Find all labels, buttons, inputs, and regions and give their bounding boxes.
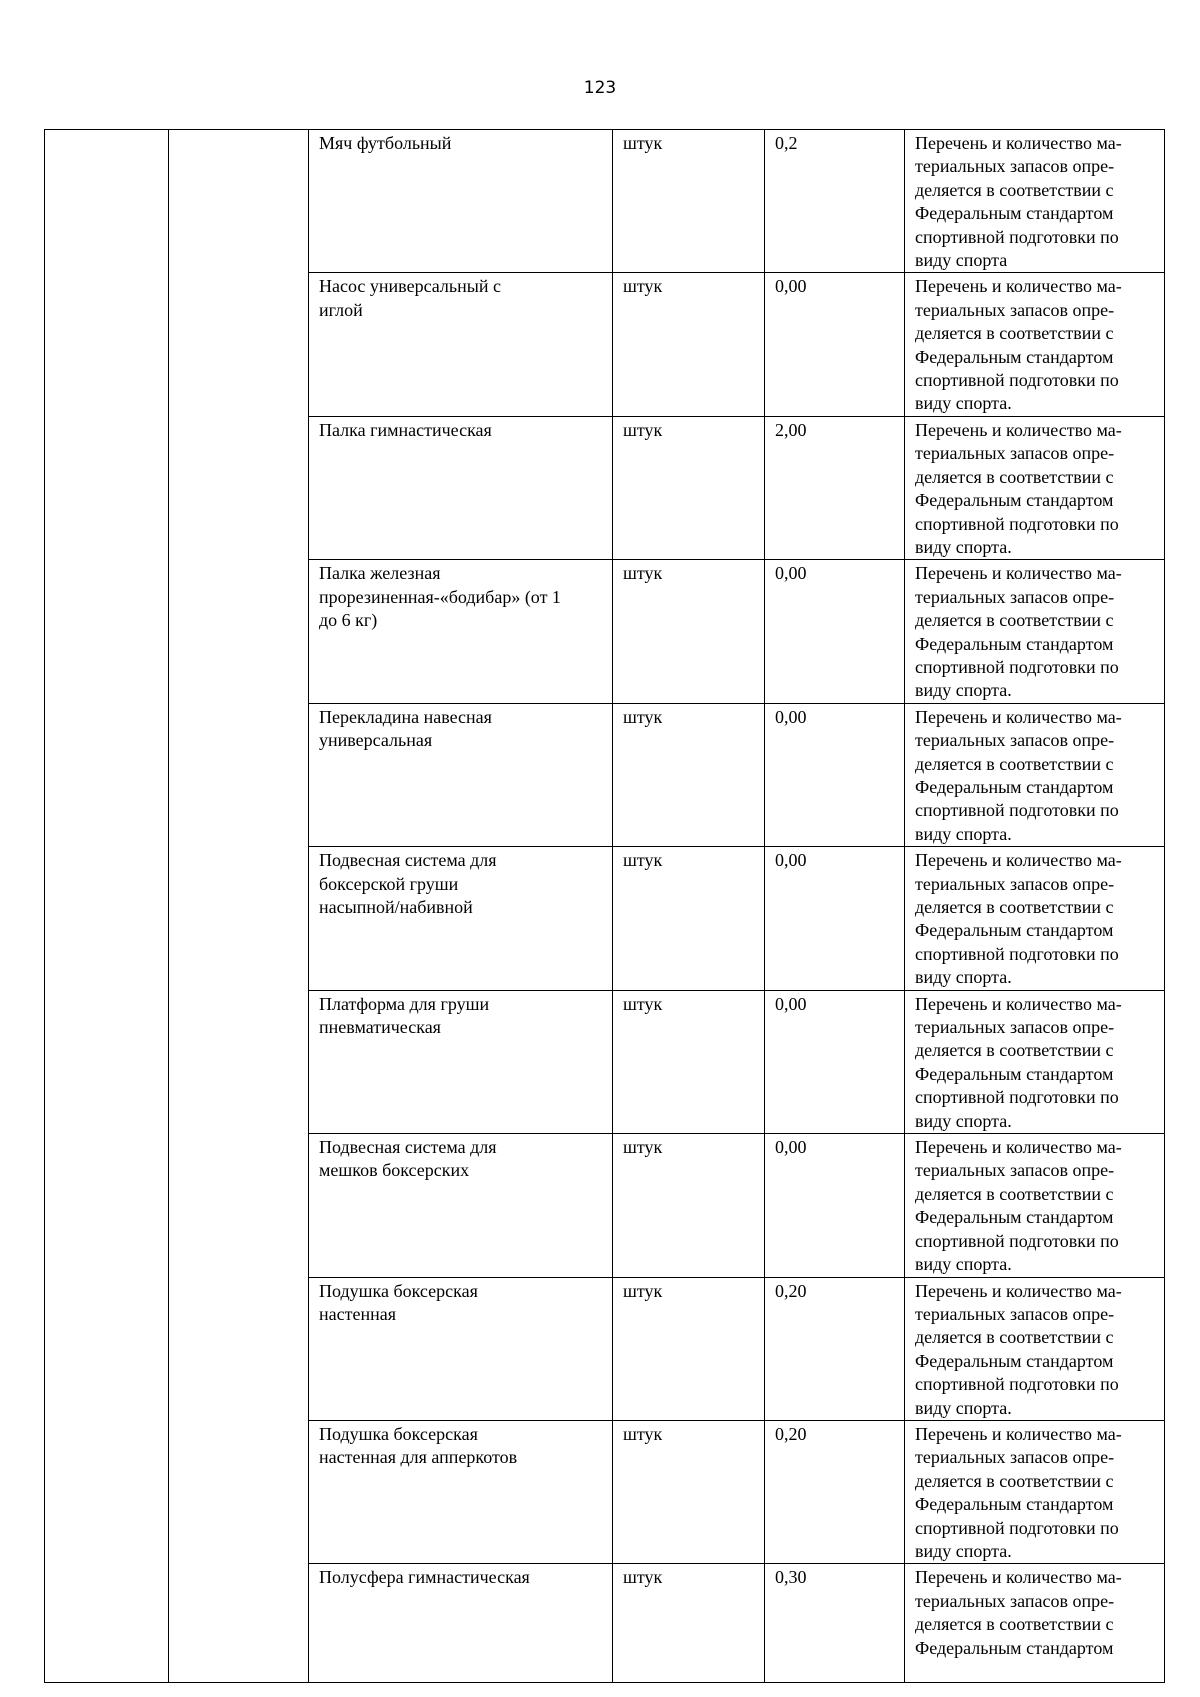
item-name: Мяч футбольный — [319, 133, 452, 153]
unit: штук — [623, 850, 663, 871]
note-cell — [905, 130, 1165, 273]
note: Перечень и количество ма- териальных запасов опре- деляется в соответствии с Федеральным стандартом спортивной подготовки по виду спорта. — [915, 706, 1122, 844]
note-cell — [905, 703, 1165, 846]
note-cell — [905, 990, 1165, 1133]
note-cell — [905, 273, 1165, 416]
note-cell — [905, 1134, 1165, 1277]
note-cell — [905, 1564, 1165, 1683]
quantity-cell — [765, 990, 905, 1133]
item-name: Подвесная система для боксерской груши насыпной/набивной — [319, 850, 497, 917]
quantity: 0,00 — [775, 563, 807, 584]
item-name: Перекладина навесная универсальная — [319, 706, 492, 751]
unit-cell — [613, 703, 765, 846]
unit-cell — [613, 847, 765, 990]
quantity: 0,00 — [775, 276, 807, 297]
note: Перечень и количество ма- териальных запасов опре- деляется в соответствии с Федеральным стандартом спортивной подготовки по виду спорта. — [915, 850, 1122, 988]
unit: штук — [623, 276, 663, 297]
note-cell — [905, 1420, 1165, 1563]
quantity: 0,00 — [775, 1137, 807, 1158]
unit-cell — [613, 130, 765, 273]
unit: штук — [623, 706, 663, 727]
item-name-cell — [309, 1277, 613, 1420]
quantity-cell — [765, 703, 905, 846]
item-name-cell — [309, 1564, 613, 1683]
note-cell — [905, 847, 1165, 990]
item-name: Подушка боксерская настенная — [319, 1280, 478, 1324]
unit-cell — [613, 1420, 765, 1563]
unit: штук — [623, 1280, 663, 1301]
note: Перечень и количество ма- териальных запасов опре- деляется в соответствии с Федеральным стандартом спортивной подготовки по виду спорта. — [915, 563, 1122, 701]
unit: штук — [623, 993, 663, 1014]
unit-cell — [613, 560, 765, 703]
quantity-cell — [765, 1134, 905, 1277]
quantity: 0,00 — [775, 850, 807, 871]
page-number: 123 — [583, 78, 617, 98]
quantity-cell — [765, 560, 905, 703]
unit-cell — [613, 1134, 765, 1277]
quantity-cell — [765, 416, 905, 559]
item-name-cell — [309, 990, 613, 1133]
quantity-cell — [765, 273, 905, 416]
quantity: 0,2 — [775, 133, 798, 153]
note-cell — [905, 416, 1165, 559]
unit: штук — [623, 1137, 663, 1158]
unit-cell — [613, 990, 765, 1133]
table-body — [45, 130, 1165, 1683]
quantity-cell — [765, 130, 905, 273]
quantity-cell — [765, 1277, 905, 1420]
unit-cell — [613, 1277, 765, 1420]
item-name: Насос универсальный с иглой — [319, 276, 501, 320]
item-name: Палка гимнастическая — [319, 419, 492, 440]
unit: штук — [623, 419, 663, 440]
item-name-cell — [309, 847, 613, 990]
equipment-table — [44, 129, 1165, 1683]
item-name: Полусфера гимнастическая — [319, 1567, 530, 1588]
quantity: 2,00 — [775, 419, 807, 440]
unit: штук — [623, 1567, 663, 1588]
item-name-cell — [309, 273, 613, 416]
merged-cell-col1 — [45, 130, 169, 1683]
note: Перечень и количество ма- териальных запасов опре- деляется в соответствии с Федеральным стандартом спортивной подготовки по виду спорта — [915, 133, 1122, 271]
quantity: 0,20 — [775, 1280, 807, 1301]
merged-cell-col2 — [169, 130, 309, 1683]
note: Перечень и количество ма- териальных запасов опре- деляется в соответствии с Федеральным стандартом спортивной подготовки по виду спорта. — [915, 1280, 1122, 1418]
unit: штук — [623, 563, 663, 584]
item-name-cell — [309, 1420, 613, 1563]
item-name-cell — [309, 130, 613, 273]
note: Перечень и количество ма- териальных запасов опре- деляется в соответствии с Федеральным стандартом спортивной подготовки по виду спорта. — [915, 419, 1122, 557]
item-name-cell — [309, 416, 613, 559]
item-name-cell — [309, 560, 613, 703]
unit-cell — [613, 1564, 765, 1683]
quantity-cell — [765, 1420, 905, 1563]
note: Перечень и количество ма- териальных запасов опре- деляется в соответствии с Федеральным стандартом спортивной подготовки по виду спорта. — [915, 1137, 1122, 1275]
unit: штук — [623, 133, 663, 153]
item-name-cell — [309, 703, 613, 846]
quantity: 0,00 — [775, 993, 807, 1014]
item-name: Палка железная прорезиненная-«бодибар» (от 1 до 6 кг) — [319, 563, 561, 631]
note: Перечень и количество ма- териальных запасов опре- деляется в соответствии с Федеральным стандартом спортивной подготовки по виду спорта. — [915, 276, 1122, 414]
note-cell — [905, 560, 1165, 703]
note: Перечень и количество ма- териальных запасов опре- деляется в соответствии с Федеральным стандартом — [915, 1567, 1122, 1658]
item-name-cell — [309, 1134, 613, 1277]
item-name: Подушка боксерская настенная для апперкотов — [319, 1423, 518, 1468]
quantity: 0,30 — [775, 1567, 807, 1588]
quantity-cell — [765, 847, 905, 990]
note: Перечень и количество ма- териальных запасов опре- деляется в соответствии с Федеральным стандартом спортивной подготовки по виду спорта. — [915, 1423, 1122, 1561]
unit-cell — [613, 273, 765, 416]
unit-cell — [613, 416, 765, 559]
item-name: Платформа для груши пневматическая — [319, 993, 490, 1038]
quantity: 0,20 — [775, 1423, 807, 1444]
note-cell — [905, 1277, 1165, 1420]
note: Перечень и количество ма- териальных запасов опре- деляется в соответствии с Федеральным стандартом спортивной подготовки по виду спорта. — [915, 993, 1122, 1131]
quantity-cell — [765, 1564, 905, 1683]
unit: штук — [623, 1423, 663, 1444]
item-name: Подвесная система для мешков боксерских — [319, 1137, 497, 1181]
quantity: 0,00 — [775, 706, 807, 727]
table-row — [45, 130, 1165, 273]
